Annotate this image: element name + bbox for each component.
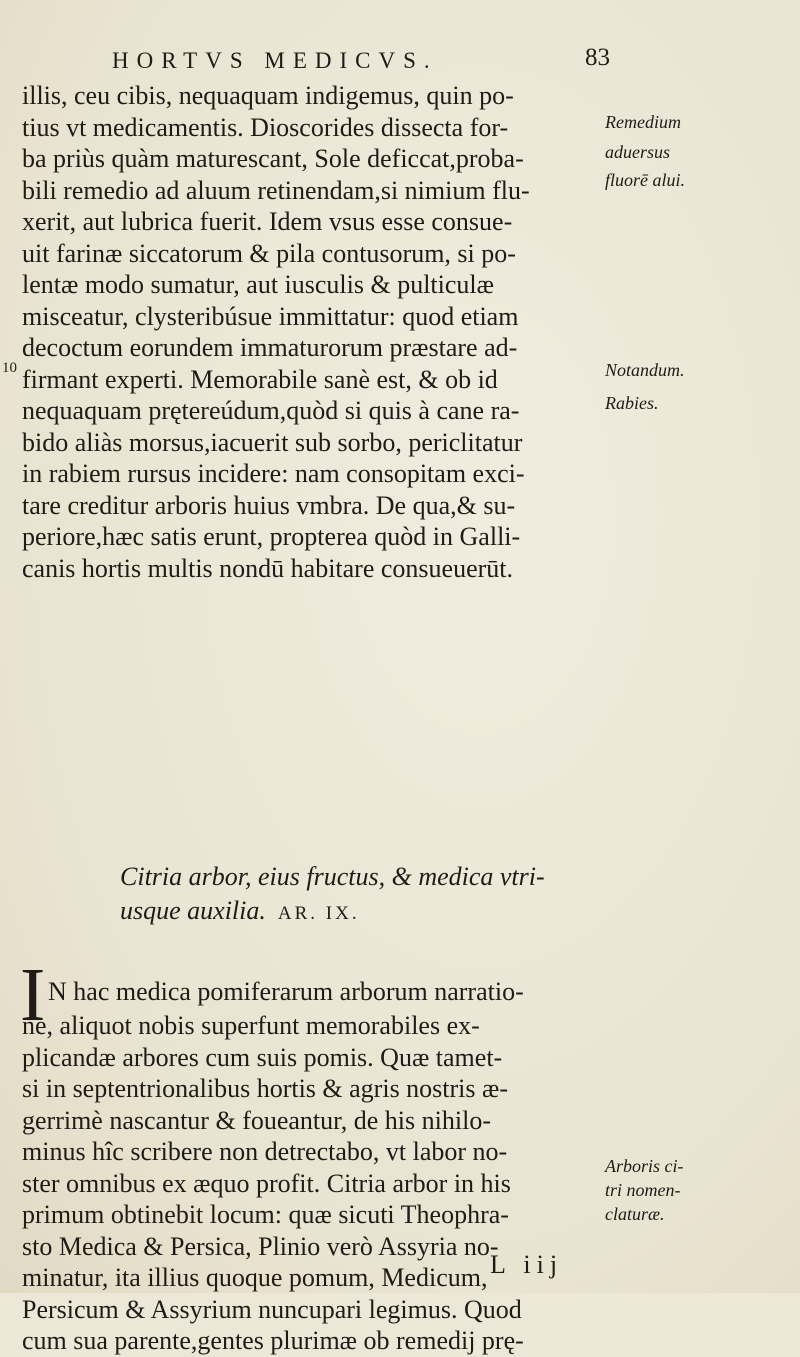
- text-line: si in septentrionalibus hortis & agris nostris æ-: [22, 1074, 509, 1103]
- margin-note: fluorē alui.: [605, 170, 685, 190]
- text-line: ne, aliquot nobis superfunt memorabiles ex-: [22, 1011, 480, 1040]
- text-line: nequaquam prętereúdum,quòd si quis à cane ra-: [22, 396, 520, 425]
- text-line: cum sua parente,gentes plurimæ ob remedij prę-: [22, 1326, 524, 1355]
- text-line: tius vt medicamentis. Dioscorides dissecta for-: [22, 112, 509, 142]
- text-line: tare creditur arboris huius vmbra. De qua,& su-: [22, 490, 516, 520]
- heading-line: Citria arbor, eius fructus, & medica vtri-: [120, 862, 545, 891]
- text-line: firmant experti. Memorabile sanè est, & ob id: [22, 364, 498, 394]
- text-line: bili remedio ad aluum retinendam,si nimium flu-: [22, 175, 530, 205]
- heading-line-2: [120, 894, 600, 931]
- text-line: illis, ceu cibis, nequaquam indigemus, quin po-: [22, 81, 514, 110]
- margin-note: claturæ.: [605, 1204, 665, 1224]
- margin-note: Notandum.: [605, 360, 685, 380]
- text-line: uit farinæ siccatorum & pila contusorum, si po-: [22, 238, 516, 268]
- margin-note: aduersus: [605, 142, 671, 162]
- text-line: ba priùs quàm maturescant, Sole deficcat,proba-: [22, 144, 524, 173]
- text-line: minus hîc scribere non detrectabo, vt labor no-: [22, 1137, 508, 1166]
- text-line: primum obtinebit locum: quæ sicuti Theophra-: [22, 1200, 509, 1229]
- text-line: Persicum & Assyrium nuncupari legimus. Quod: [22, 1294, 522, 1324]
- page-number: 83: [585, 44, 610, 71]
- margin-note: Remedium: [605, 112, 681, 132]
- text-line: sto Medica & Persica, Plinio verò Assyria no-: [22, 1231, 499, 1261]
- signature-mark: L iij: [490, 1250, 564, 1279]
- text-line: ster omnibus ex æquo profit. Citria arbor in his: [22, 1168, 511, 1198]
- text-line: bido aliàs morsus,iacuerit sub sorbo, periclitatur: [22, 427, 523, 457]
- text-line: N hac medica pomiferarum arborum narratio-: [48, 977, 524, 1006]
- section-heading: [120, 860, 600, 931]
- text-line: xerit, aut lubrica fuerit. Idem vsus esse consue-: [22, 207, 513, 236]
- chapter-reference: AR. IX.: [277, 903, 360, 924]
- paragraph-1: [22, 80, 582, 584]
- margin-note: Rabies.: [605, 393, 659, 413]
- text-line: periore,hæc satis erunt, propterea quòd in Galli-: [22, 522, 521, 551]
- initial-capital: I: [20, 953, 46, 1037]
- paragraph-2: [22, 1010, 582, 1357]
- text-line: plicandæ arbores cum suis pomis. Quæ tamet-: [22, 1042, 503, 1072]
- margin-note: Arboris ci-: [605, 1156, 684, 1176]
- text-line: canis hortis multis nondū habitare consueuerūt.: [22, 553, 514, 583]
- text-line: gerrimè nascantur & foueantur, de his nihilo-: [22, 1105, 491, 1135]
- text-line: minatur, ita illius quoque pomum, Medicum,: [22, 1263, 488, 1292]
- running-title: HORTVS MEDICVS.: [112, 48, 438, 73]
- line-number: 10: [2, 360, 17, 376]
- text-line: decoctum eorundem immaturorum præstare ad-: [22, 333, 518, 362]
- heading-text: usque auxilia.: [120, 896, 266, 925]
- text-line: in rabiem rursus incidere: nam consopitam exci-: [22, 459, 525, 488]
- text-line: misceatur, clysteribúsue immittatur: quod etiam: [22, 301, 519, 331]
- margin-note: tri nomen-: [605, 1180, 681, 1200]
- text-line: lentæ modo sumatur, aut iusculis & pulticulæ: [22, 270, 494, 299]
